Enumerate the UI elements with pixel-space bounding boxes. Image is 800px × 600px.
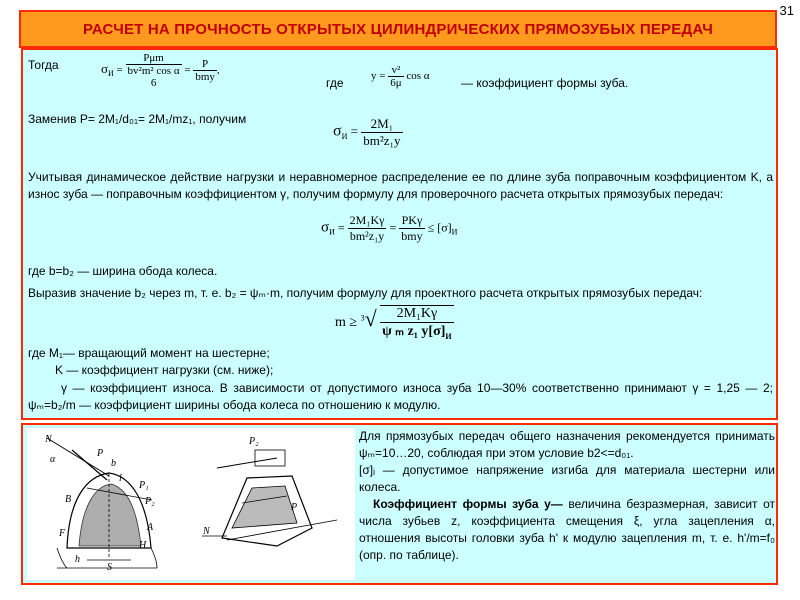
label-s: S: [107, 562, 112, 573]
vyraziv-paragraph: Выразив значение b₂ через m, т. е. b₂ = ψₘ·m, получим формулу для проектного расчета открытых прямозубых передач:: [28, 286, 703, 300]
label-p2-right: P₂: [249, 436, 259, 447]
y-description: — коэффициент формы зуба.: [461, 76, 629, 90]
main-content-box: [21, 48, 778, 420]
tohda-text: Тогда: [28, 58, 59, 72]
gde-m1-text: где M₁— вращающий момент на шестерне;: [28, 346, 270, 360]
label-p2: P₂: [145, 496, 155, 507]
bottom-box: [21, 423, 778, 585]
formula-1: $\sigma_И$ = Pμm bv²m² cos α 6 = $\frac{P}{\text{bmy}}$ ,: [101, 52, 220, 89]
label-h: h: [75, 554, 80, 565]
k-coefficient-text: K — коэффициент нагрузки (см. ниже);: [55, 363, 274, 377]
gear-tooth-diagram: [27, 428, 355, 580]
label-n: N: [45, 434, 52, 445]
label-n-right: N: [203, 526, 210, 537]
label-l: l: [119, 473, 122, 484]
uchityvaya-paragraph: Учитывая динамическое действие нагрузки и неравномерное распределение ее по длине зуба поправочным коэффициентом K, а износ зуба — поправочным коэффициентом γ, получим формулу для проверочного расчета открытых прямозубых передач:: [28, 170, 773, 201]
gde-text: где: [326, 76, 344, 90]
label-alpha: α: [50, 454, 56, 465]
label-p-right: P: [291, 502, 298, 513]
form-factor-heading: Коэффициент формы зуба y—: [373, 497, 563, 511]
label-h-upper: H: [139, 540, 147, 551]
page-number: 31: [779, 3, 794, 18]
formula-y: y = $\frac{\text{v²}}{6\mu}$ cos α: [371, 64, 430, 89]
form-factor-body: величина безразмерная, зависит от числа зубьев z, коэффициента смещения ξ, угла зацепления α, отношения высоты головки зуба h' к модулю зацепления m, т. е. h'/m=f₀ (опр. по таблице).: [359, 497, 775, 562]
label-p: P: [97, 448, 104, 459]
title-bar: [19, 10, 777, 48]
formula-3: $\sigma_И$ = $\frac{\text{2M₁Kγ}}{\text{bm²z₁y}}$ = $\frac{\text{PKγ}}{\text{bmy}}$ ≤ $[\sigma]_И$: [321, 213, 458, 243]
formula-2: $\sigma_И$ = $\frac{\text{2M₁}}{\text{bm²z₁y}}$: [333, 116, 401, 148]
form-factor-paragraph: [359, 496, 775, 564]
gde-b-text: где b=b₂ — ширина обода колеса.: [28, 264, 218, 278]
zameniv-text: Заменив P= 2M₁/d₀₁= 2M₁/mz₁, получим: [28, 112, 247, 126]
bottom-text: [359, 428, 775, 564]
label-p1: P₁: [139, 480, 149, 491]
page-title: РАСЧЕТ НА ПРОЧНОСТЬ ОТКРЫТЫХ ЦИЛИНДРИЧЕСКИХ ПРЯМОЗУБЫХ ПЕРЕДАЧ: [83, 20, 713, 38]
label-a: A: [147, 522, 154, 533]
gamma-paragraph: γ — коэффициент износа. В зависимости от допустимого износа зуба 10—30% соответственно принимают γ = 1,25 — 2; ψₘ=b₂/m — коэффициент ширины обода колеса по отношению к модулю.: [28, 381, 773, 412]
formula-4: m ≥ $^3$√ $\frac{\text{2M₁Kγ}}{\psi _m z_1 y[\sigma]_И}$: [335, 306, 452, 341]
label-b: b: [111, 458, 116, 469]
recommendation-paragraph: Для прямозубых передач общего назначения рекомендуется принимать ψₘ=10…20, соблюдая при этом условие b2<=d₀₁.: [359, 429, 775, 460]
allowable-stress-paragraph: [σ]ᵢ — допустимое напряжение изгиба для материала шестерни или колеса.: [359, 463, 775, 494]
label-f: F: [59, 528, 66, 539]
label-b-upper: B: [65, 494, 72, 505]
